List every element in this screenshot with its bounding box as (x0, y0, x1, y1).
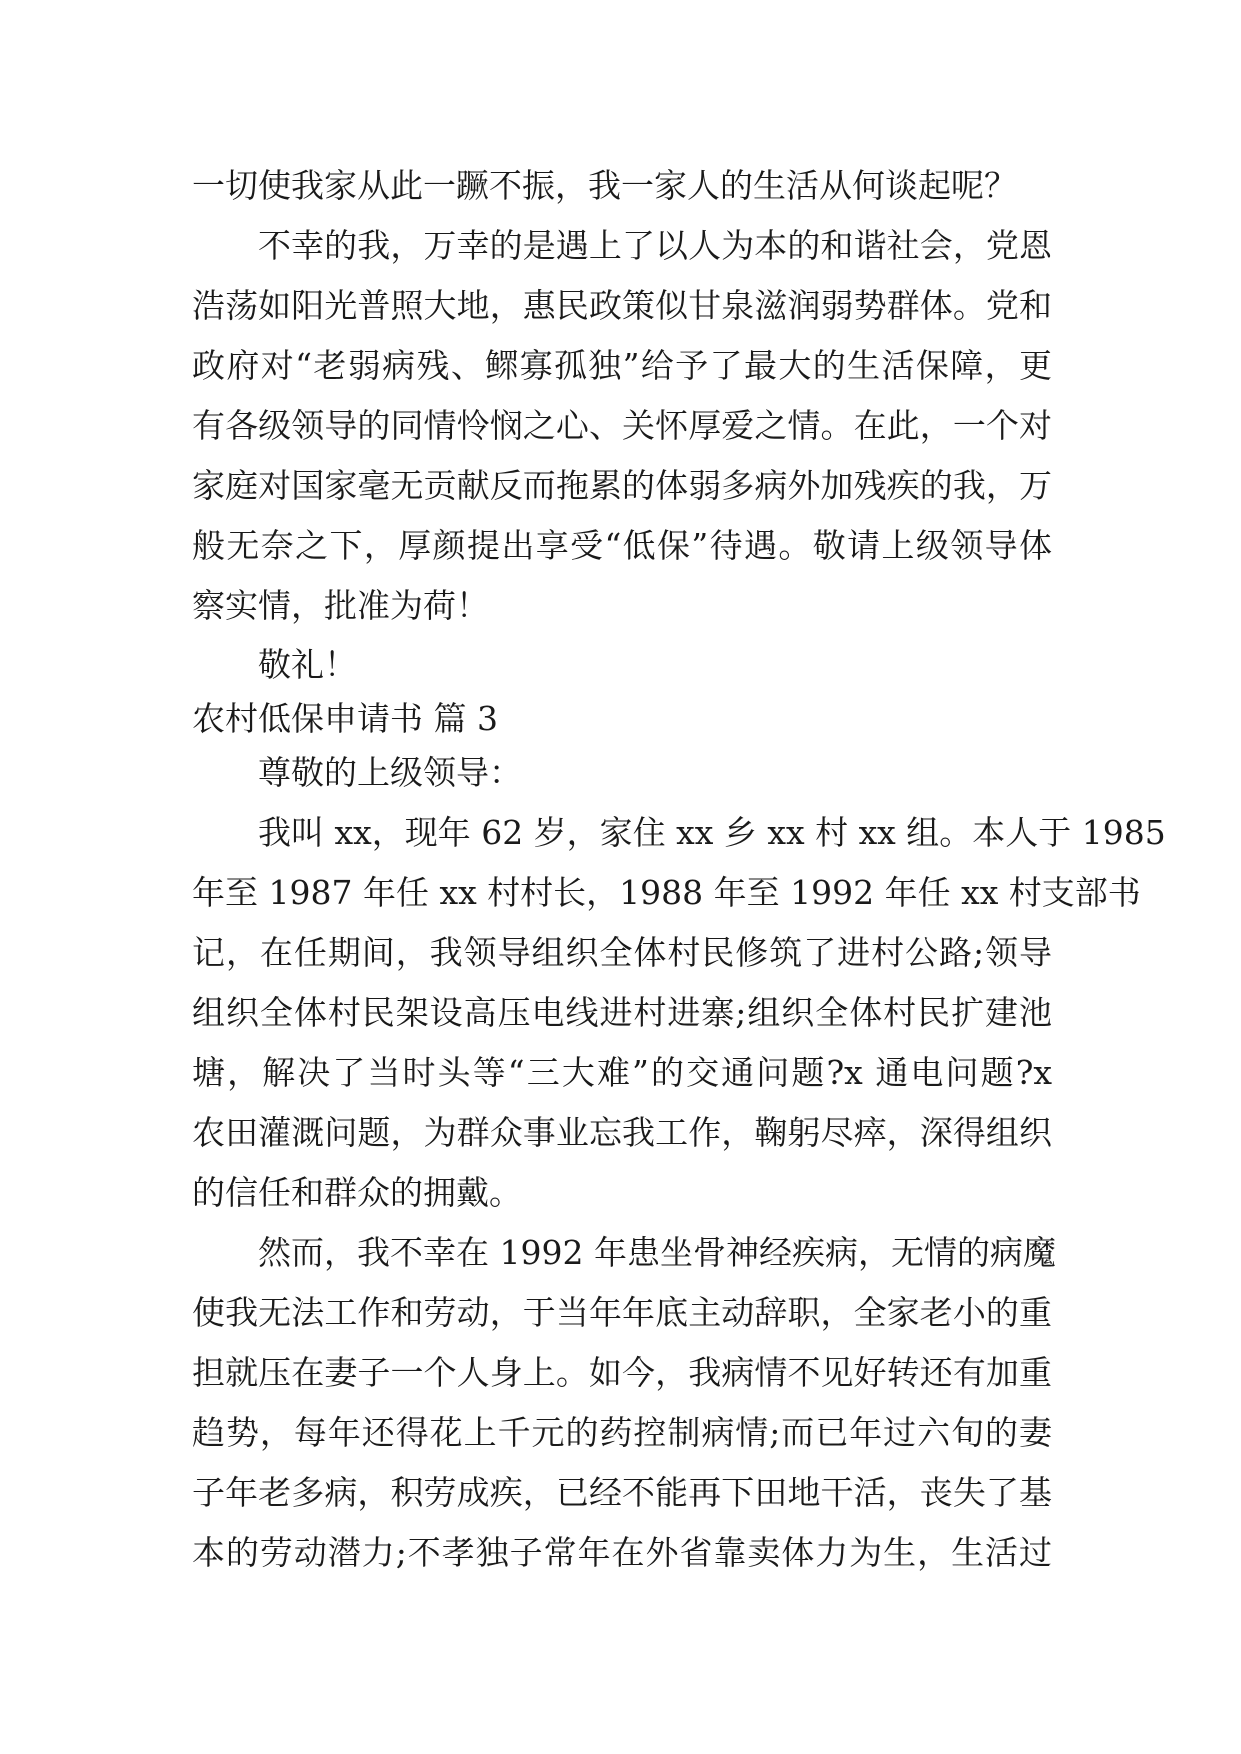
text-line: 趋势，每年还得花上千元的药控制病情;而已年过六旬的妻 (192, 1413, 1052, 1452)
text-line: 子年老多病，积劳成疾，已经不能再下田地干活，丧失了基 (192, 1473, 1052, 1512)
text-line: 记，在任期间，我领导组织全体村民修筑了进村公路;领导 (192, 933, 1052, 972)
salutation-greeting: 尊敬的上级领导： (258, 753, 522, 792)
paragraph-start-line: 不幸的我，万幸的是遇上了以人为本的和谐社会，党恩 (258, 226, 1052, 265)
paragraph-start-line: 我叫 xx，现年 62 岁，家住 xx 乡 xx 村 xx 组。本人于 1985 (258, 813, 1166, 852)
text-line: 般无奈之下，厚颜提出享受“低保”待遇。敬请上级领导体 (192, 526, 1052, 565)
text-line: 本的劳动潜力;不孝独子常年在外省靠卖体力为生，生活过 (192, 1533, 1052, 1572)
salutation-closing: 敬礼！ (258, 645, 357, 684)
text-line: 浩荡如阳光普照大地，惠民政策似甘泉滋润弱势群体。党和 (192, 286, 1052, 325)
text-line: 组织全体村民架设高压电线进村进寨;组织全体村民扩建池 (192, 993, 1052, 1032)
text-line: 家庭对国家毫无贡献反而拖累的体弱多病外加残疾的我，万 (192, 466, 1052, 505)
text-line: 年至 1987 年任 xx 村村长，1988 年至 1992 年任 xx 村支部书 (192, 873, 1141, 912)
text-line: 农田灌溉问题，为群众事业忘我工作，鞠躬尽瘁，深得组织 (192, 1113, 1052, 1152)
text-line: 担就压在妻子一个人身上。如今，我病情不见好转还有加重 (192, 1353, 1052, 1392)
text-line: 使我无法工作和劳动，于当年年底主动辞职，全家老小的重 (192, 1293, 1052, 1332)
text-line: 塘，解决了当时头等“三大难”的交通问题?x 通电问题?x (192, 1053, 1052, 1092)
text-line: 有各级领导的同情怜悯之心、关怀厚爱之情。在此，一个对 (192, 406, 1052, 445)
text-line: 一切使我家从此一蹶不振，我一家人的生活从何谈起呢？ (192, 166, 1017, 205)
section-heading: 农村低保申请书 篇 3 (192, 699, 498, 738)
text-line: 政府对“老弱病残、鳏寡孤独”给予了最大的生活保障，更 (192, 346, 1052, 385)
paragraph-start-line: 然而，我不幸在 1992 年患坐骨神经疾病，无情的病魔 (258, 1233, 1056, 1272)
text-line: 察实情，批准为荷！ (192, 586, 489, 625)
text-line: 的信任和群众的拥戴。 (192, 1173, 522, 1212)
